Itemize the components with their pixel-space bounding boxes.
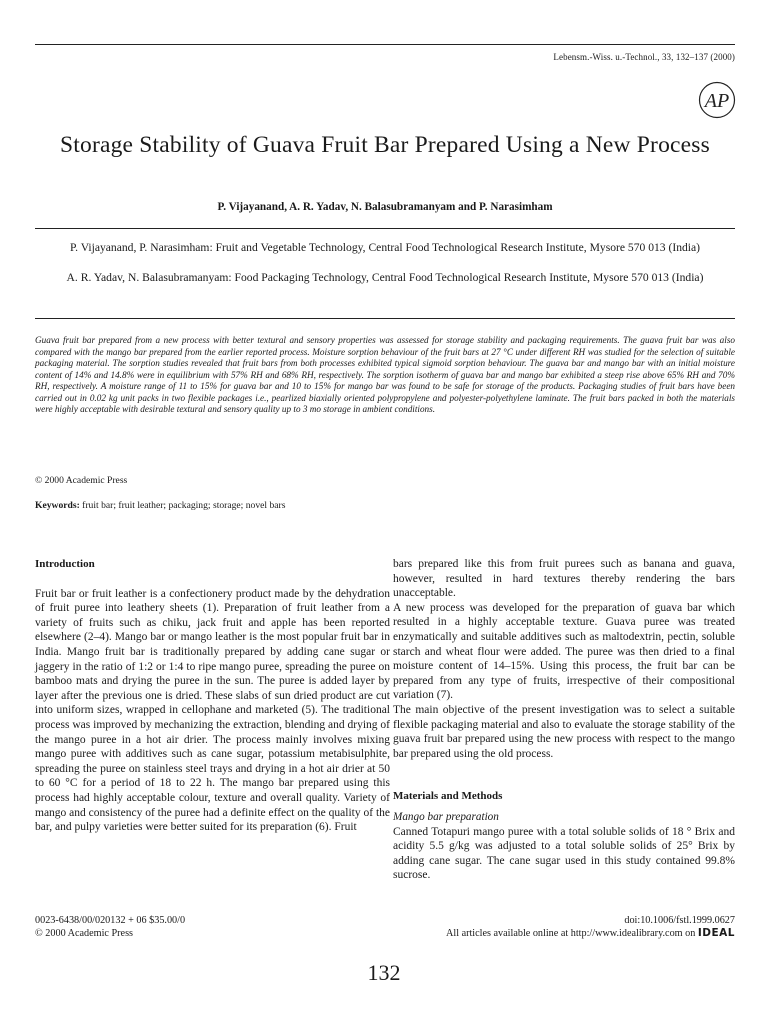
publisher-logo-text: AP bbox=[704, 90, 730, 112]
new-process-paragraph: A new process was developed for the preparation of guava bar which resulted in a highly acceptable texture. Guava puree was treated enzymatically and suitable additives such as maltodextrin, pectin, soluble starch and wheat flour were added. The puree was then dried to a final moisture content of 14–15%. Using this process, the fruit bar can be prepared from any type of fruits, irrespective of their compositional variation (7). bbox=[393, 601, 735, 702]
keywords-text: fruit bar; fruit leather; packaging; storage; novel bars bbox=[82, 500, 286, 511]
footer-copyright: © 2000 Academic Press bbox=[35, 928, 133, 939]
section-heading-materials-methods: Materials and Methods bbox=[393, 790, 503, 803]
subsection-heading-mango-bar: Mango bar preparation bbox=[393, 810, 499, 823]
footer-right bbox=[446, 914, 735, 940]
paper-title: Storage Stability of Guava Fruit Bar Prepared Using a New Process bbox=[60, 132, 710, 158]
footer-availability bbox=[446, 927, 735, 940]
footer-issn: 0023-6438/00/020132 + 06 $35.00/0 bbox=[35, 915, 186, 926]
keywords bbox=[35, 500, 285, 511]
affiliation-1: P. Vijayanand, P. Narasimham: Fruit and Vegetable Technology, Central Food Technological Research Institute, Mysore 570 013 (India) bbox=[69, 241, 701, 254]
affiliation-bottom-rule bbox=[35, 318, 735, 319]
publisher-logo bbox=[697, 80, 737, 120]
ideal-logo: IDEAL bbox=[697, 927, 735, 939]
author-list: P. Vijayanand, A. R. Yadav, N. Balasubramanyam and P. Narasimham bbox=[217, 201, 553, 213]
abstract-copyright: © 2000 Academic Press bbox=[35, 475, 128, 486]
intro-paragraph: Fruit bar or fruit leather is a confectionery product made by the dehydration of fruit puree into leathery sheets (1). Preparation of fruit leather from a variety of fruits such as chiku, jack fruit and apple has been reported elsewhere (2–4). Mango bar or mango leather is the most popular fruit bar in India. Mango fruit bar is traditionally prepared by adding cane sugar or jaggery in the ratio of 1:2 or 1:4 to ripe mango puree, spreading the puree on bamboo mats and drying the puree in the sun. The puree is added layer by layer after the previous one is dried. These slabs of sun dried product are cut into uniform sizes, wrapped in cellophane and marketed (5). The traditional process was improved by mechanizing the extraction, blending and drying of the mango puree in a hot air drier. The process mainly involves mixing mango puree with additives such as cane sugar, potassium metabisulphite, spreading the puree on stainless steel trays and drying in a hot air drier at 50 to 60 °C for a period of 18 to 22 h. The mango bar prepared using this process had highly acceptable colour, texture and overall quality. Variety of mango and consistency of the puree had a definite effect on the quality of the bar, and pulpy varieties were better suited for its preparation (6). Fruit bbox=[35, 587, 390, 834]
methods-paragraph: Canned Totapuri mango puree with a total soluble solids of 18 ° Brix and acidity 5.5 g/kg was adjusted to a total soluble solids of 25° Brix by adding cane sugar. The cane sugar used in this study contained 99.8% sucrose. bbox=[393, 825, 735, 882]
footer-availability-text: All articles available online at http://www.idealibrary.com on bbox=[446, 928, 696, 939]
intro-paragraph-continued: bars prepared like this from fruit purees such as banana and guava, however, resulted in hard textures thereby rendering the bars unacceptable. bbox=[393, 558, 735, 600]
abstract-text: Guava fruit bar prepared from a new process with better textural and sensory properties was assessed for storage stability and packaging requirements. The guava fruit bar was also compared with the mango bar prepared from the earlier reported process. Moisture sorption behaviour of the fruit bars at 27 °C under different RH was studied for the selection of suitable packaging material. The sorption studies revealed that fruit bars from both processes exhibited typical sigmoid sorption behaviour. The guava bar and mango bar with an initial moisture content of 14% and 14.8% were in equilibrium with 57% RH and 68% RH, respectively. The sorption isotherm of guava bar and mango bar exhibited a steep rise above 65% RH and 70% RH, respectively. A moisture range of 11 to 15% for guava bar and 10 to 15% for mango bar was found to be safe for storage of the products. Packaging studies of fruit bars have been carried out in 0.02 kg unit packs in two flexible packages i.e., pearlized biaxially oriented polypropylene and polyester-polyethylene laminate. The fruit bars packed in both the materials were highly acceptable with desirable textural and sensory quality up to 3 mo storage in ambient conditions. bbox=[35, 335, 735, 414]
right-column bbox=[393, 557, 735, 883]
journal-citation: Lebensm.-Wiss. u.-Technol., 33, 132–137 (2000) bbox=[553, 52, 735, 62]
affiliation-2: A. R. Yadav, N. Balasubramanyam: Food Packaging Technology, Central Food Technological Research Institute, Mysore 570 013 (India) bbox=[66, 271, 704, 284]
affiliation-top-rule bbox=[35, 228, 735, 229]
section-heading-introduction: Introduction bbox=[35, 558, 95, 570]
left-column bbox=[35, 557, 390, 835]
top-rule bbox=[35, 44, 735, 45]
keywords-label: Keywords: bbox=[35, 500, 80, 511]
footer-left bbox=[35, 914, 185, 940]
objective-paragraph: The main objective of the present investigation was to select a suitable flexible packaging material and also to evaluate the storage stability of the guava fruit bar prepared using the new process with respect to the mango bar prepared using the old process. bbox=[393, 703, 736, 760]
page-number: 132 bbox=[367, 960, 401, 985]
footer-doi: doi:10.1006/fstl.1999.0627 bbox=[624, 915, 735, 926]
